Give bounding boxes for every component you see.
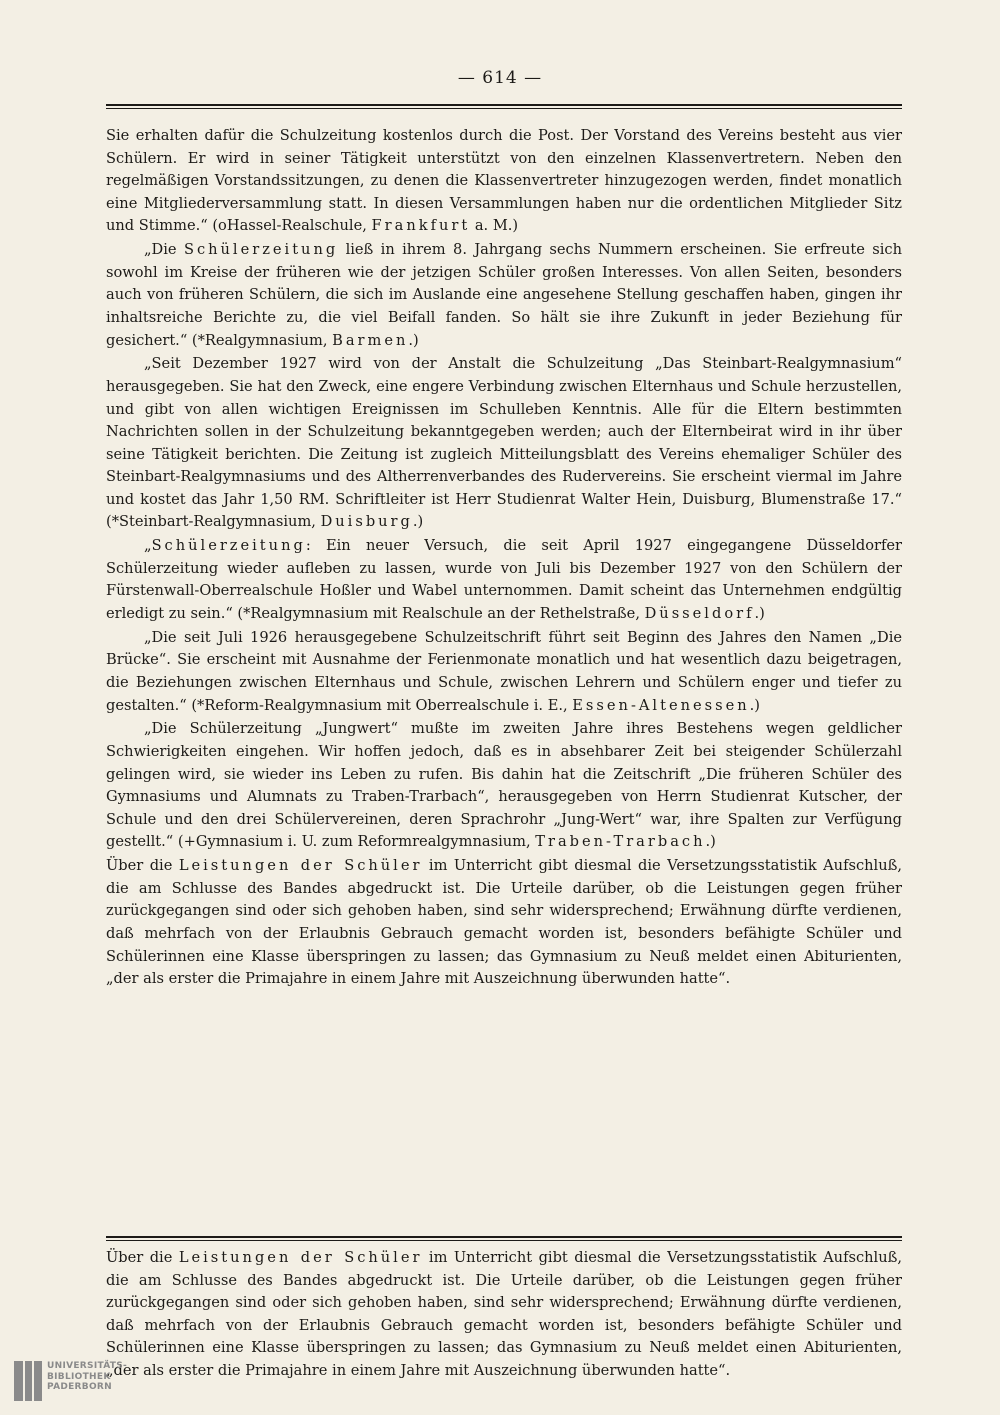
spaced-text: Essen-Altenessen <box>572 696 750 714</box>
text-run: .) <box>754 605 765 623</box>
spaced-text: Traben-Trarbach <box>535 833 706 851</box>
spaced-text: Schülerzeitung <box>183 241 339 259</box>
footer-rule <box>106 1236 902 1241</box>
text-run: „Seit Dezember 1927 wird von der Anstalt die Schulzeitung „Das Steinbart-Realgymnasium“ herausgegeben. Sie hat den Zweck, eine engere Verbindung zwischen Elternhaus und Schule herzustellen, und gibt von allen wichtigen Ereignissen im Schulleben Kenntnis. Alle für die Eltern bestimmten Nachrichten sollen in der Schulzeitung bekanntgegeben werden; auch der Elternbeirat wird in ihr über seine Tätigkeit berichten. Die Zeitung ist zugleich Mitteilungsblatt des Vereins ehemaliger Schüler des Steinbart-Realgymnasiums und des Altherrenverbandes des Rudervereins. Sie erscheint viermal im Jahre und kostet das Jahr 1,50 RM. Schriftleiter ist Herr Studienrat Walter Hein, Duisburg, Blumenstraße 17.“ (*Steinbart-Realgymnasium, <box>106 355 902 531</box>
paragraph <box>106 855 902 991</box>
text-run: Über die <box>106 857 179 875</box>
text-run: im Unterricht gibt diesmal die Versetzungsstatistik Aufschluß, die am Schlusse des Bandes abgedruckt ist. Die Urteile darüber, ob die Leistungen gegen früher zurückgegangen sind oder sich gehoben haben, sind sehr widersprechend; Erwähnung dürfte verdienen, daß mehrfach von der Erlaubnis Gebrauch gemacht worden ist, besonders befähigte Schüler und Schülerinnen eine Klasse überspringen zu lassen; das Gymnasium zu Neuß meldet einen Abiturienten, „der als erster die Primajahre in einem Jahre mit Auszeichnung überwunden hatte“. <box>106 1249 902 1379</box>
logo-line: PADERBORN <box>47 1382 112 1392</box>
text-run: a. M.) <box>470 217 519 235</box>
spaced-text: Leistungen der Schüler <box>178 857 423 875</box>
paragraph <box>106 627 902 717</box>
text-run: .) <box>705 833 716 851</box>
main-text <box>106 125 902 992</box>
logo-line: UNIVERSITÄTS- <box>47 1361 128 1371</box>
library-logo <box>14 1361 127 1401</box>
spaced-text: Düsseldorf <box>644 605 755 623</box>
footnote-paragraph <box>106 1247 902 1383</box>
text-run: : Ein neuer Versuch, die seit April 1927 eingegangene Düsseldorfer Schülerzeitung wieder aufleben zu lassen, wurde von Juli bis Dezember 1927 von den Schülern der Fürstenwall-Oberrealschule Hoßler und Wabel unternommen. Damit scheint das Unternehmen endgültig erledigt zu sein.“ (*Realgymnasium mit Realschule an der Rethelstraße, <box>106 537 902 623</box>
library-logo-text <box>47 1361 127 1393</box>
text-run: ließ in ihrem 8. Jahrgang sechs Nummern erscheinen. Sie erfreute sich sowohl im Kreise der früheren wie der jetzigen Schüler großen Interesses. Von allen Seiten, besonders auch von früheren Schülern, die sich im Auslande eine angesehene Stellung geschaffen haben, gingen ihr inhaltsreiche Berichte zu, die viel Beifall fanden. So hält sie ihre Zukunft in jeder Beziehung für gesichert.“ (*Realgymnasium, <box>106 241 902 349</box>
spaced-text: Frankfurt <box>371 217 471 235</box>
text-run: „Die seit Juli 1926 herausgegebene Schulzeitschrift führt seit Beginn des Jahres den Namen „Die Brücke“. Sie erscheint mit Ausnahme der Ferienmonate monatlich und hat wesentlich dazu beigetragen, die Beziehungen zwischen Elternhaus und Schule, zwischen Lehrern und Schülern enger und tiefer zu gestalten.“ (*Reform-Realgymnasium mit Oberrealschule i. E., <box>106 628 902 714</box>
paragraph <box>106 239 902 352</box>
paragraph <box>106 353 902 534</box>
spaced-text: Barmen <box>332 331 409 349</box>
paragraph <box>106 718 902 854</box>
text-run: „ <box>144 537 152 555</box>
page-number: — 614 — <box>457 68 543 88</box>
spaced-text: Duisburg <box>320 513 413 531</box>
text-run: .) <box>408 331 419 349</box>
paragraph <box>106 125 902 238</box>
header-rule <box>106 104 902 109</box>
paragraph <box>106 535 902 625</box>
text-run: im Unterricht gibt diesmal die Versetzungsstatistik Aufschluß, die am Schlusse des Bandes abgedruckt ist. Die Urteile darüber, ob die Leistungen gegen früher zurückgegangen sind oder sich gehoben haben, sind sehr widersprechend; Erwähnung dürfte verdienen, daß mehrfach von der Erlaubnis Gebrauch gemacht worden ist, besonders befähigte Schüler und Schülerinnen eine Klasse überspringen zu lassen; das Gymnasium zu Neuß meldet einen Abiturienten, „der als erster die Primajahre in einem Jahre mit Auszeichnung überwunden hatte“. <box>106 857 902 988</box>
text-run: „Die <box>144 241 184 259</box>
spaced-text: Schülerzeitung <box>151 537 306 555</box>
footnote-text <box>106 1247 902 1383</box>
text-run: Über die <box>106 1249 179 1266</box>
text-run: .) <box>749 696 760 714</box>
library-logo-icon <box>14 1361 42 1401</box>
logo-line: BIBLIOTHEK <box>47 1371 111 1382</box>
spaced-text: Leistungen der Schüler <box>178 1249 423 1266</box>
text-run: .) <box>412 513 424 531</box>
text-run: Sie erhalten dafür die Schulzeitung kostenlos durch die Post. Der Vorstand des Vereins besteht aus vier Schülern. Er wird in seiner Tätigkeit unterstützt von den einzelnen Klassenvertretern. Neben den regelmäßigen Vorstandssitzungen, zu denen die Klassenvertreter hinzugezogen werden, findet monatlich eine Mitgliederversammlung statt. In diesen Versammlungen haben nur die ordentlichen Mitglieder Sitz und Stimme.“ (oHassel-Realschule, <box>106 127 902 235</box>
text-run: „Die Schülerzeitung „Jungwert“ mußte im zweiten Jahre ihres Bestehens wegen geldlicher Schwierigkeiten eingehen. Wir hoffen jedoch, daß es in absehbarer Zeit bei steigender Schülerzahl gelingen wird, sie wieder ins Leben zu rufen. Bis dahin hat die Zeitschrift „Die früheren Schüler des Gymnasiums und Alumnats zu Traben-Trarbach“, herausgegeben von Herrn Studienrat Kutscher, der Schule und den drei Schülervereinen, deren Sprachrohr „Jung-Wert“ war, ihre Spalten zur Verfügung gestellt.“ (+Gymnasium i. U. zum Reformrealgymnasium, <box>106 720 902 851</box>
